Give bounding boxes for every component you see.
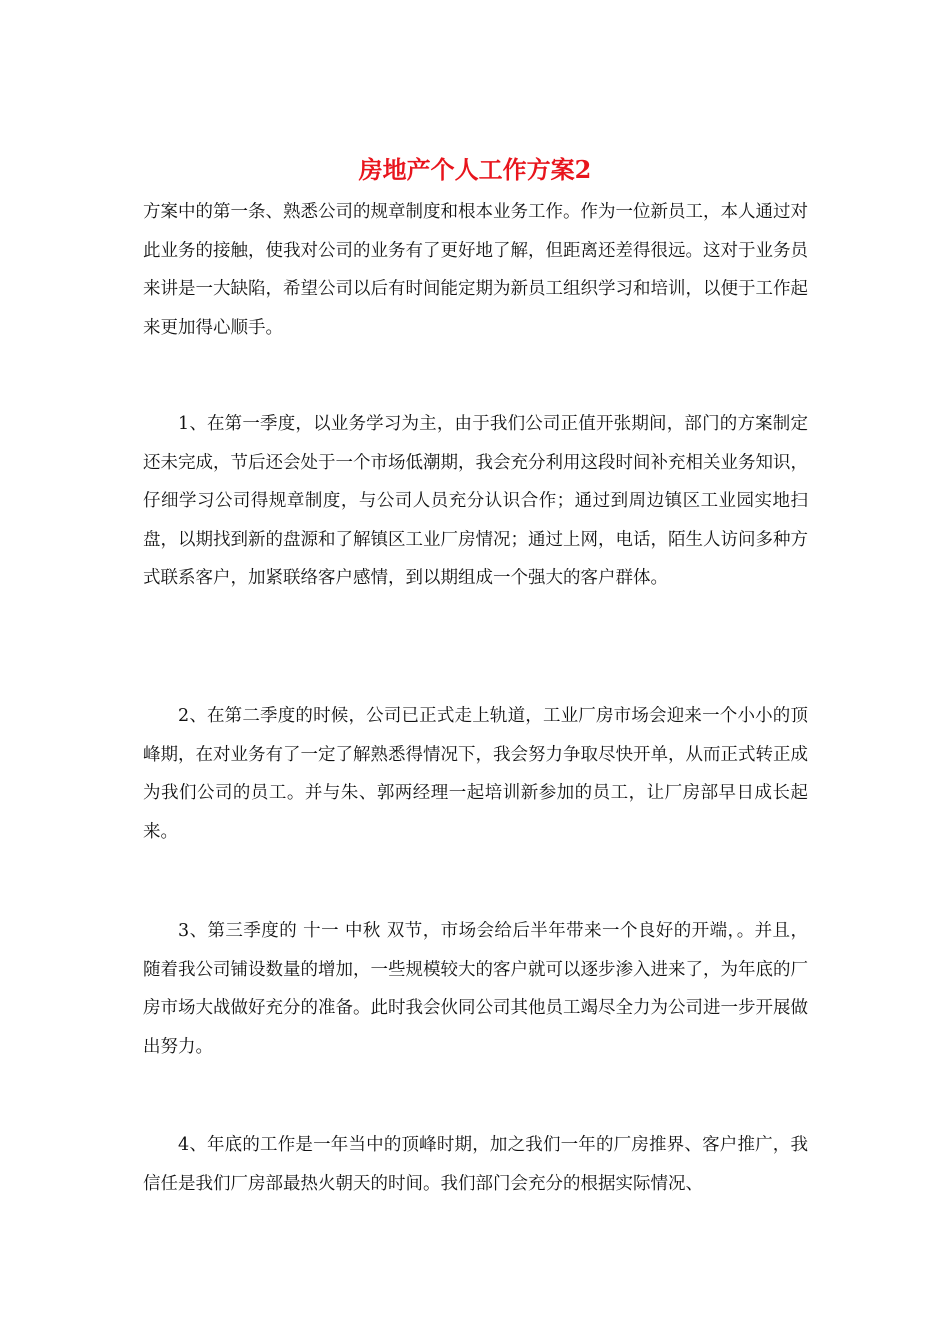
document-title: 房地产个人工作方案2 <box>358 155 592 184</box>
q4-paragraph: 4、年底的工作是一年当中的顶峰时期，加之我们一年的厂房推界、客户推广，我信任是我们厂房部最热火朝天的时间。我们部门会充分的根据实际情况、 <box>143 1135 808 1194</box>
intro-paragraph: 方案中的第一条、熟悉公司的规章制度和根本业务工作。作为一位新员工，本人通过对此业务的接触，使我对公司的业务有了更好地了解，但距离还差得很远。这对于业务员来讲是一大缺陷，希望公司以后有时间能定期为新员工组织学习和培训，以便于工作起来更加得心顺手。 <box>143 202 808 338</box>
q1-paragraph: 1、在第一季度，以业务学习为主，由于我们公司正值开张期间，部门的方案制定还未完成，节后还会处于一个市场低潮期，我会充分利用这段时间补充相关业务知识，仔细学习公司得规章制度，与公司人员充分认识合作；通过到周边镇区工业园实地扫盘，以期找到新的盘源和了解镇区工业厂房情况；通过上网，电话，陌生人访问多种方式联系客户，加紧联络客户感情，到以期组成一个强大的客户群体。 <box>143 414 808 589</box>
q2-paragraph: 2、在第二季度的时候，公司已正式走上轨道，工业厂房市场会迎来一个小小的顶峰期，在对业务有了一定了解熟悉得情况下，我会努力争取尽快开单，从而正式转正成为我们公司的员工。并与朱、郭两经理一起培训新参加的员工，让厂房部早日成长起来。 <box>143 706 808 842</box>
q3-paragraph: 3、第三季度的 十一 中秋 双节，市场会给后半年带来一个良好的开端，。并且，随着我公司铺设数量的增加，一些规模较大的客户就可以逐步渗入进来了，为年底的厂房市场大战做好充分的准备。此时我会伙同公司其他员工竭尽全力为公司进一步开展做出努力。 <box>143 921 808 1057</box>
